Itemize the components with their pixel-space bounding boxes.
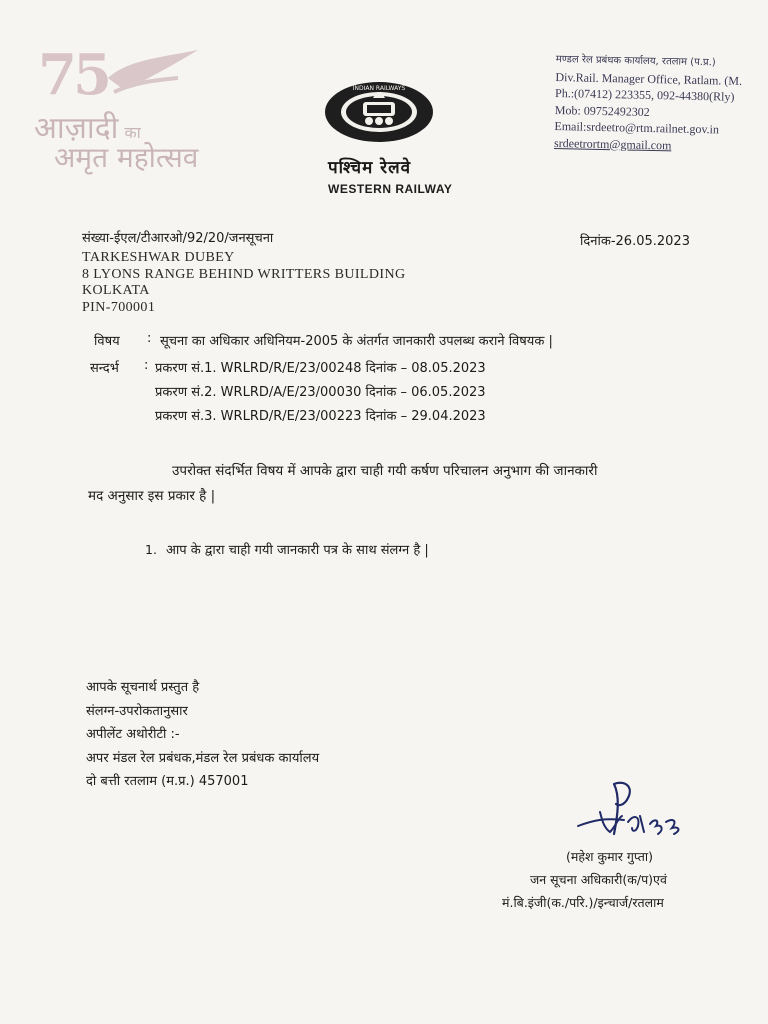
closing-line: अपीलेंट अथोरीटी :-	[86, 727, 180, 742]
office-email-alt[interactable]: srdeetrortm@gmail.com	[553, 135, 672, 152]
signatory-designation: जन सूचना अधिकारी(क/प)एवं	[530, 872, 667, 887]
office-address-block	[554, 52, 743, 155]
logo-number: 75	[38, 42, 108, 108]
office-phone: Ph.:(07412) 223355, 092-44380(Rly)	[554, 85, 735, 104]
body-paragraph-line2: मद अनुसार इस प्रकार है |	[88, 488, 216, 504]
closing-line: आपके सूचनार्थ प्रस्तुत है	[86, 680, 200, 695]
subject-text: सूचना का अधिकार अधिनियम-2005 के अंतर्गत जानकारी उपलब्ध कराने विषयक |	[160, 334, 553, 349]
address-line: KOLKATA	[82, 283, 150, 298]
azadi-ka-amrit-mahotsav-logo	[28, 40, 218, 174]
reference-item: प्रकरण सं.2. WRLRD/A/E/23/00030 दिनांक – 06.05.2023	[155, 385, 486, 400]
body-paragraph-line1: उपरोक्त संदर्भित विषय में आपके द्वारा चाही गयी कर्षण परिचालन अनुभाग की जानकारी	[172, 463, 598, 479]
address-line: PIN-700001	[82, 299, 156, 315]
office-name-english: Div.Rail. Manager Office, Ratlam. (M.	[555, 69, 743, 88]
subject-label: विषय	[94, 334, 120, 349]
org-name-hindi: पश्चिम रेलवे	[328, 158, 412, 178]
subject-colon: :	[147, 331, 152, 346]
office-mobile: Mob: 09752492302	[554, 102, 650, 119]
indian-railways-emblem-icon	[323, 80, 435, 144]
closing-block	[86, 676, 319, 794]
list-item-text: आप के द्वारा चाही गयी जानकारी पत्र के साथ संलग्न है |	[166, 543, 429, 558]
office-email[interactable]: Email:srdeetro@rtm.railnet.gov.in	[554, 118, 720, 137]
closing-line: अपर मंडल रेल प्रबंधक,मंडल रेल प्रबंधक कार्यालय	[86, 750, 320, 766]
reference-label: सन्दर्भ	[90, 361, 119, 376]
closing-line: दो बत्ती रतलाम (म.प्र.) 457001	[86, 774, 249, 789]
address-line: TARKESHWAR DUBEY	[82, 250, 235, 265]
reference-item: प्रकरण सं.1. WRLRD/R/E/23/00248 दिनांक – 08.05.2023	[155, 361, 486, 376]
reference-colon: :	[144, 358, 149, 373]
logo-line2: अमृत महोत्सव	[54, 141, 199, 174]
reference-item: प्रकरण सं.3. WRLRD/R/E/23/00223 दिनांक – 29.04.2023	[155, 409, 486, 424]
logo-line1: आज़ादी का	[34, 111, 141, 146]
recipient-address	[82, 250, 405, 316]
office-name-hindi: मण्डल रेल प्रबंधक कार्यालय, रतलाम (प.प्र.)	[555, 53, 716, 69]
letter-date: दिनांक-26.05.2023	[580, 234, 690, 249]
reference-number: संख्या-ईएल/टीआरओ/92/20/जनसूचना	[82, 231, 274, 246]
signatory-designation-2: मं.बि.इंजी(क./परि.)/इन्चार्ज/रतलाम	[502, 895, 664, 910]
org-name-english: WESTERN RAILWAY	[328, 182, 453, 196]
emblem-ring-text: INDIAN RAILWAYS	[352, 85, 406, 92]
handwritten-signature	[574, 776, 692, 846]
closing-line: संलग्न-उपरोकतानुसार	[86, 703, 188, 719]
signatory-name: (महेश कुमार गुप्ता)	[566, 849, 653, 864]
logo-bird-icon	[28, 40, 218, 110]
list-item-number: 1.	[145, 542, 157, 557]
address-line: 8 LYONS RANGE BEHIND WRITTERS BUILDING	[82, 266, 406, 282]
